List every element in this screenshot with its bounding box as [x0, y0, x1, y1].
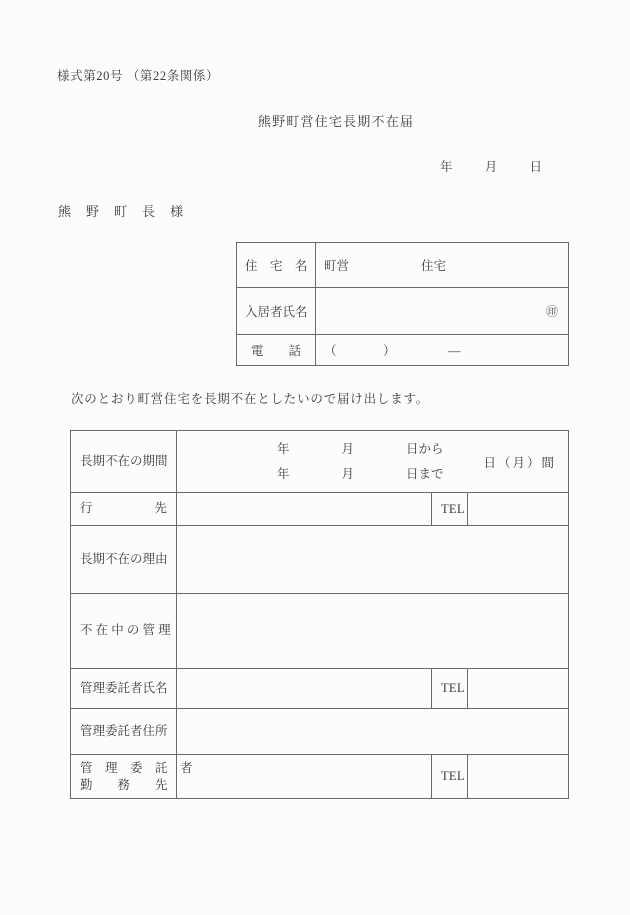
housing-name-field[interactable]: [316, 243, 569, 288]
table-row: [71, 526, 569, 594]
table-row: [71, 493, 569, 526]
date-day-label: 日: [529, 160, 543, 174]
trustee-address-label: 管理委託者住所: [71, 709, 177, 755]
period-from-line: [277, 437, 444, 462]
addressee: [58, 201, 183, 220]
phone-paren-open: （: [324, 344, 338, 358]
lead-sentence: 次のとおり町営住宅を長期不在としたいので届け出します。: [71, 392, 430, 406]
period-to-line: [277, 462, 444, 487]
period-duration-label: 日（月）間: [483, 455, 556, 470]
period-to-year: 年: [277, 466, 290, 481]
trustee-tel-field[interactable]: [467, 669, 568, 709]
phone-paren-close: ）: [383, 344, 397, 358]
trustee-workplace-field[interactable]: [177, 755, 432, 799]
reason-label: 長期不在の理由: [71, 526, 177, 594]
period-from-year: 年: [277, 441, 290, 456]
period-label: 長期不在の期間: [71, 431, 177, 493]
table-row: [237, 288, 569, 335]
table-row: [237, 335, 569, 366]
applicant-table: [236, 242, 569, 366]
period-from-day: 日から: [406, 441, 444, 456]
destination-tel-label: TEL: [431, 493, 467, 526]
addressee-char-3: 町: [114, 204, 128, 219]
absence-detail-table: [70, 430, 569, 799]
date-line: [440, 157, 542, 175]
management-field[interactable]: [177, 594, 569, 669]
addressee-char-2: 野: [86, 204, 100, 219]
date-month-label: 月: [484, 160, 498, 174]
resident-name-field[interactable]: [316, 288, 569, 335]
period-from-month: 月: [341, 441, 355, 456]
addressee-char-4: 長: [142, 204, 156, 219]
phone-dash: ―: [448, 344, 462, 358]
period-dates: [277, 437, 444, 487]
table-row: [71, 669, 569, 709]
resident-name-label: 入居者氏名: [237, 288, 316, 335]
trustee-name-label: 管理委託者氏名: [71, 669, 177, 709]
reason-field[interactable]: [177, 526, 569, 594]
housing-name-suffix: 住宅: [421, 259, 447, 273]
addressee-char-1: 熊: [58, 204, 72, 219]
document-title: 熊野町営住宅長期不在届: [257, 114, 415, 129]
period-field[interactable]: [177, 431, 569, 493]
table-row-period: [71, 431, 569, 493]
phone-label: 電 話: [237, 335, 316, 366]
trustee-workplace-label: [71, 755, 193, 799]
trustee-name-field[interactable]: [177, 669, 432, 709]
table-row: [71, 709, 569, 755]
phone-field[interactable]: [316, 335, 569, 366]
destination-label: 行 先: [71, 493, 177, 526]
trustee-workplace-label-line1: 管 理 委 託 者: [80, 760, 193, 775]
period-to-day: 日まで: [406, 466, 444, 481]
date-year-label: 年: [440, 160, 453, 174]
management-label: 不 在 中 の 管 理: [71, 594, 177, 669]
table-row: [71, 755, 569, 799]
addressee-char-5: 様: [170, 204, 184, 219]
table-row: [71, 594, 569, 669]
seal-icon: ㊞: [545, 304, 558, 319]
period-to-month: 月: [341, 466, 355, 481]
trustee-workplace-tel-label: TEL: [431, 755, 467, 799]
trustee-workplace-tel-field[interactable]: [467, 755, 568, 799]
destination-tel-field[interactable]: [467, 493, 568, 526]
trustee-address-field[interactable]: [177, 709, 569, 755]
housing-name-label: 住 宅 名: [237, 243, 316, 288]
trustee-tel-label: TEL: [431, 669, 467, 709]
table-row: [237, 243, 569, 288]
trustee-workplace-label-line2: 勤 務 先: [80, 777, 168, 792]
destination-field[interactable]: [177, 493, 432, 526]
housing-name-prefix: 町営: [324, 259, 350, 273]
form-number: 様式第20号 （第22条関係）: [57, 69, 220, 83]
